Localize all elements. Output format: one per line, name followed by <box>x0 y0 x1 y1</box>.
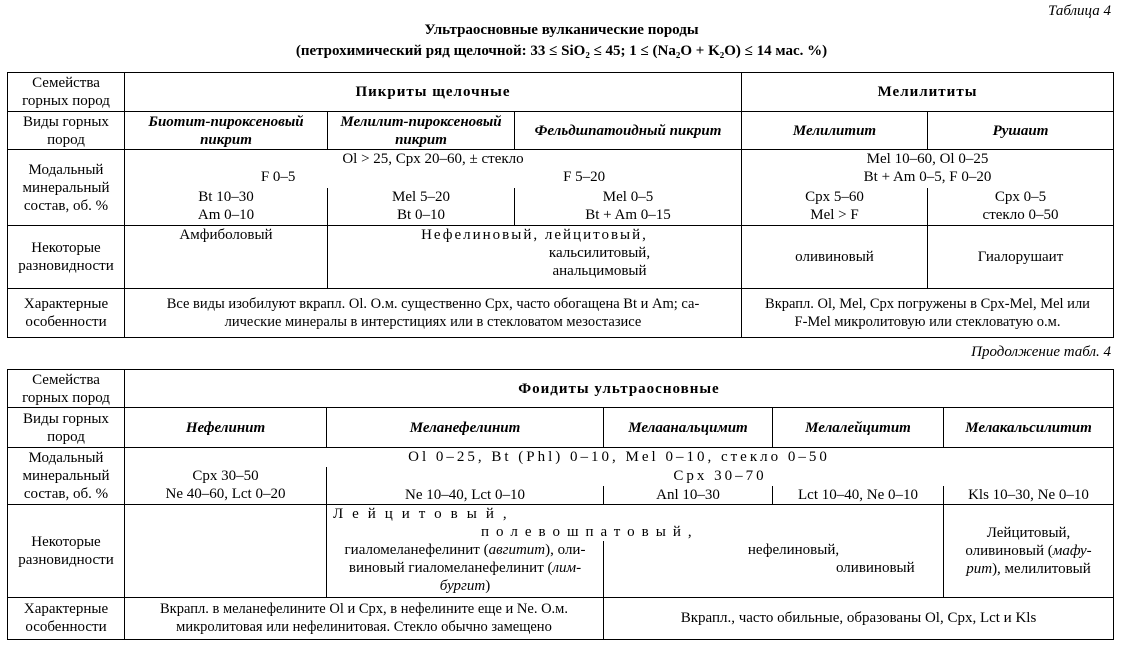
table-subtitle: (петрохимический ряд щелочной: 33 ≤ SiO₂ ≤ 45; 1 ≤ (Na₂O + K₂O) ≤ 14 мас. %) <box>295 43 828 59</box>
kind-rushaite: Рушаит <box>928 112 1114 150</box>
features-other-foidites: Вкрапл., часто обильные, образованы Ol, Cpx, Lct и Kls <box>604 597 1114 639</box>
variety-nephelinite <box>125 505 327 598</box>
continuation-label: Продолжение табл. 4 <box>971 344 1111 360</box>
table-title: Ультраосновные вулканические породы <box>424 22 699 38</box>
row-label-modal: Модальный минеральный состав, об. % <box>8 150 125 226</box>
table-ultrabasic-1 <box>7 72 1114 338</box>
modal-common-cpx: Cpx 30–70 <box>327 467 1114 486</box>
modal-rushaite: Cpx 0–5 стекло 0–50 <box>928 188 1114 226</box>
modal-melaanalcimite: Anl 10–30 <box>604 486 773 505</box>
features-melilitites: Вкрапл. Ol, Mel, Cpx погружены в Cpx-Mel, Mel или F-Mel микролитовую или стекловатую о.м. <box>742 289 1114 338</box>
kind-melilite-pyroxene-picrite: Мелилит-пироксеновый пикрит <box>328 112 515 150</box>
variety-common-leucite: Лейцитовый, полевошпатовый, <box>327 505 944 542</box>
kind-feldspathoid-picrite: Фельдшпатоидный пикрит <box>515 112 742 150</box>
modal-melakalsilitite: Kls 10–30, Ne 0–10 <box>944 486 1114 505</box>
kind-biotite-pyroxene-picrite: Биотит-пироксеновый пикрит <box>125 112 328 150</box>
variety-feldspathoid-picrites: Нефелиновый, лейцитовый, кальсилитовый, анальцимовый <box>328 226 742 289</box>
table-ultrabasic-2 <box>7 369 1114 640</box>
kind-nephelinite: Нефелинит <box>125 408 327 448</box>
row-label-varieties-2: Некоторые разновидности <box>8 505 125 598</box>
variety-melilitite: оливиновый <box>742 226 928 289</box>
kind-melanephelinite: Меланефелинит <box>327 408 604 448</box>
kind-melilitite: Мелилитит <box>742 112 928 150</box>
modal-common-melilitites: Mel 10–60, Ol 0–25 Bt + Am 0–5, F 0–20 <box>742 150 1114 188</box>
variety-melakalsilitite: Лейцитовый, оливиновый (мафу- рит), мелилитовый <box>944 505 1114 598</box>
kind-melakalsilitite: Мелакальсилитит <box>944 408 1114 448</box>
family-picrites: Пикриты щелочные <box>125 73 742 112</box>
family-melilitites: Мелилититы <box>742 73 1114 112</box>
row-label-families-2: Семейства горных пород <box>8 370 125 408</box>
table-number: Таблица 4 <box>1048 3 1111 19</box>
modal-melanephelinite: Ne 10–40, Lct 0–10 <box>327 486 604 505</box>
modal-melilite-pyroxene-picrite: Mel 5–20 Bt 0–10 <box>328 188 515 226</box>
row-label-features: Характерные особенности <box>8 289 125 338</box>
features-picrites: Все виды изобилуют вкрапл. Ol. О.м. существенно Cpx, часто обогащена Bt и Am; са- лические минералы в интерстициях или в стекловатом мезостазисе <box>125 289 742 338</box>
modal-nephelinite: Cpx 30–50 Ne 40–60, Lct 0–20 <box>125 467 327 505</box>
kind-melaleucitite: Мелалейцитит <box>773 408 944 448</box>
row-label-kinds: Виды горных пород <box>8 112 125 150</box>
features-nephelinites: Вкрапл. в меланефелините Ol и Cpx, в нефелините еще и Ne. О.м. микролитовая или нефелинитовая. Стекло обычно замещено <box>125 597 604 639</box>
modal-common-foidites: Ol 0–25, Bt (Phl) 0–10, Mel 0–10, стекло 0–50 <box>125 448 1114 467</box>
modal-common-picrites: Ol > 25, Cpx 20–60, ± стекло F 0–5 F 5–20 <box>125 150 742 188</box>
row-label-families: Семейства горных пород <box>8 73 125 112</box>
variety-melaanalcimite-melaleucitite: нефелиновый, оливиновый <box>604 541 944 597</box>
row-label-kinds-2: Виды горных пород <box>8 408 125 448</box>
row-label-varieties: Некоторые разновидности <box>8 226 125 289</box>
row-label-features-2: Характерные особенности <box>8 597 125 639</box>
variety-biotite-pyroxene-picrite: Амфиболовый <box>125 226 328 289</box>
kind-melaanalcimite: Мелаанальцимит <box>604 408 773 448</box>
row-label-modal-2: Модальный минеральный состав, об. % <box>8 448 125 505</box>
variety-rushaite: Гиалорушаит <box>928 226 1114 289</box>
modal-melilitite: Cpx 5–60 Mel > F <box>742 188 928 226</box>
family-foidites: Фоидиты ультраосновные <box>125 370 1114 408</box>
modal-feldspathoid-picrite: Mel 0–5 Bt + Am 0–15 <box>515 188 742 226</box>
modal-melaleucitite: Lct 10–40, Ne 0–10 <box>773 486 944 505</box>
variety-melanephelinite: гиаломеланефелинит (авгитит), оли- виновый гиаломеланефелинит (лим- бургит) <box>327 541 604 597</box>
modal-biotite-pyroxene-picrite: Bt 10–30 Am 0–10 <box>125 188 328 226</box>
